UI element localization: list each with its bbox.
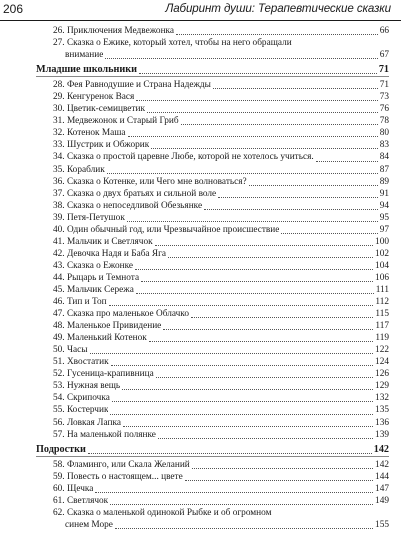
- toc-entry: [36, 356, 389, 368]
- toc-entry: [36, 127, 389, 139]
- toc-entry-page: 73: [379, 92, 389, 103]
- toc-entry-title: 55. Костерчик: [53, 405, 109, 416]
- toc-entry-page: 142: [375, 459, 389, 470]
- toc-entry-title: 40. Один обычный год, или Чрезвычайное происшествие: [53, 224, 280, 235]
- toc-entry-title: 62. Сказка о маленькой одинокой Рыбке и об огромном: [53, 507, 272, 518]
- toc-entry-title-end: синем Море: [65, 519, 113, 530]
- toc-entry-continuation: [53, 519, 389, 531]
- dot-leader: [151, 147, 377, 149]
- dot-leader: [110, 503, 373, 505]
- toc-entry-title: 49. Маленький Котенок: [53, 333, 147, 344]
- toc-entry: [36, 507, 389, 531]
- toc-entry-title: 28. Фея Равнодушие и Страна Надежды: [53, 80, 211, 91]
- dot-leader: [163, 328, 373, 330]
- toc-entry-title: 44. Рыцарь и Темнота: [53, 272, 140, 283]
- toc-entry-page: 97: [379, 224, 389, 235]
- toc-entry: [36, 272, 389, 284]
- toc-entry: [36, 260, 389, 272]
- dot-leader: [110, 413, 373, 415]
- toc-entry: [36, 296, 389, 308]
- toc-entry-page: 155: [375, 519, 389, 530]
- section-page: 142: [373, 443, 389, 455]
- toc-entry-page: 83: [379, 140, 389, 151]
- toc-entry: [36, 308, 389, 320]
- dot-leader: [107, 172, 378, 174]
- page-number: 206: [3, 2, 24, 16]
- toc-entry-title: 52. Гусеница-крапивница: [53, 369, 154, 380]
- toc-entry-title: 32. Котенок Маша: [53, 128, 126, 139]
- toc-entry-page: 104: [375, 260, 389, 271]
- toc-entry: [36, 368, 389, 380]
- table-of-contents: [36, 25, 389, 531]
- toc-entry: [36, 200, 389, 212]
- toc-entry-title: 61. Светлячок: [53, 495, 109, 506]
- dot-leader: [156, 376, 373, 378]
- toc-entry-page: 89: [379, 176, 389, 187]
- toc-entry: [36, 224, 389, 236]
- toc-entry-page: 94: [379, 200, 389, 211]
- toc-entry-title: 56. Ловкая Лапка: [53, 417, 121, 428]
- toc-entry-page: 100: [375, 236, 389, 247]
- dot-leader: [147, 111, 378, 113]
- toc-entry: [36, 91, 389, 103]
- dot-leader: [185, 479, 373, 481]
- toc-entry: [36, 164, 389, 176]
- toc-entry-page: 80: [379, 128, 389, 139]
- toc-entry-page: 76: [379, 104, 389, 115]
- toc-entry: [36, 248, 389, 260]
- toc-entry-page: 66: [379, 26, 389, 36]
- dot-leader: [149, 340, 374, 342]
- dot-leader: [88, 452, 372, 454]
- toc-entry-page: 95: [379, 212, 389, 223]
- toc-entry-page: 119: [375, 333, 389, 344]
- toc-entry-title: 47. Сказка про маленькое Облачко: [53, 309, 189, 320]
- toc-entry-title: 45. Мальчик Сережа: [53, 284, 134, 295]
- toc-entry-page: 135: [375, 405, 389, 416]
- toc-entry-title: 57. На маленькой полянке: [53, 429, 156, 440]
- toc-entry-page: 112: [375, 297, 389, 308]
- toc-entry-page: 106: [375, 272, 389, 283]
- dot-leader: [191, 316, 373, 318]
- section-title: Младшие школьники: [36, 64, 137, 76]
- dot-leader: [281, 232, 377, 234]
- dot-leader: [111, 364, 373, 366]
- toc-entry: [36, 320, 389, 332]
- page-header: [0, 0, 401, 21]
- toc-entry-page: 117: [375, 321, 389, 332]
- toc-entry-title: 26. Приключения Медвежонка: [53, 26, 175, 36]
- toc-entry-page: 122: [375, 345, 389, 356]
- toc-entry-title: 38. Сказка о непоседливой Обезьянке: [53, 200, 203, 211]
- toc-entry-title: 59. Повесть о настоящем... цвете: [53, 471, 183, 482]
- toc-entry-title: 48. Маленькое Привидение: [53, 321, 162, 332]
- section-title: Подростки: [36, 443, 86, 455]
- toc-entry-page: 71: [379, 80, 389, 91]
- dot-leader: [204, 208, 378, 210]
- toc-entry-page: 132: [375, 393, 389, 404]
- running-title: Лабиринт души: Терапевтические сказки: [165, 2, 391, 15]
- dot-leader: [218, 196, 378, 198]
- toc-entry-title: 42. Девочка Надя и Баба Яга: [53, 248, 167, 259]
- toc-entry-title: 50. Часы: [53, 345, 88, 356]
- toc-entry: [36, 151, 389, 163]
- toc-entry-continuation: [53, 49, 389, 61]
- toc-entry-page: 102: [375, 248, 389, 259]
- toc-entry: [36, 380, 389, 392]
- dot-leader: [213, 87, 378, 89]
- dot-leader: [181, 123, 378, 125]
- dot-leader: [90, 352, 374, 354]
- toc-entry: [36, 471, 389, 483]
- dot-leader: [141, 280, 373, 282]
- toc-entry-title: 41. Мальчик и Светлячок: [53, 236, 153, 247]
- toc-section-heading: [36, 444, 389, 457]
- toc-entry-page: 136: [375, 417, 389, 428]
- dot-leader: [135, 268, 373, 270]
- toc-entry-title: 34. Сказка о простой царевне Любе, которой не хотелось учиться.: [53, 152, 314, 163]
- toc-entry-page: 129: [375, 381, 389, 392]
- toc-entry-title: 53. Нужная вещь: [53, 381, 121, 392]
- dot-leader: [115, 527, 373, 529]
- toc-entry-page: 115: [375, 309, 389, 320]
- toc-entry: [36, 483, 389, 495]
- toc-entry-title: 29. Кенгуренок Вася: [53, 92, 135, 103]
- toc-entry-page: 144: [375, 471, 389, 482]
- toc-entry: [36, 404, 389, 416]
- toc-entry: [36, 417, 389, 429]
- toc-entry-page: 149: [375, 495, 389, 506]
- toc-entry-title: 46. Тип и Топ: [53, 297, 107, 308]
- toc-entry-page: 78: [379, 116, 389, 127]
- toc-entry-title: 54. Скрипочка: [53, 393, 110, 404]
- toc-entry: [36, 236, 389, 248]
- toc-entry-title: 60. Щечка: [53, 483, 94, 494]
- dot-leader: [127, 220, 378, 222]
- toc-entry-page: 87: [379, 164, 389, 175]
- toc-entry-title: 30. Цветик-семицветик: [53, 104, 145, 115]
- toc-entry-title: 39. Петя-Петушок: [53, 212, 125, 223]
- toc-entry: [36, 392, 389, 404]
- dot-leader: [168, 256, 373, 258]
- dot-leader: [112, 400, 373, 402]
- toc-entry: [36, 459, 389, 471]
- toc-entry: [36, 332, 389, 344]
- toc-entry: [36, 115, 389, 127]
- toc-entry-title: 27. Сказка о Ежике, который хотел, чтобы на него обращали: [53, 38, 292, 49]
- dot-leader: [139, 72, 377, 74]
- toc-entry: [36, 344, 389, 356]
- toc-entry-page: 126: [375, 369, 389, 380]
- toc-section-heading: [36, 64, 389, 77]
- toc-entry: [36, 188, 389, 200]
- dot-leader: [105, 57, 377, 59]
- toc-entry-title: 35. Кораблик: [53, 164, 105, 175]
- toc-entry-title: 58. Фламинго, или Скала Желаний: [53, 459, 190, 470]
- toc-entry-title: 31. Медвежонок и Старый Гриб: [53, 116, 179, 127]
- toc-entry: [36, 429, 389, 441]
- dot-leader: [136, 99, 377, 101]
- dot-leader: [123, 425, 373, 427]
- dot-leader: [128, 135, 378, 137]
- toc-entry: [36, 284, 389, 296]
- dot-leader: [155, 244, 373, 246]
- toc-entry-title: 36. Сказка о Котенке, или Чего мне волноваться?: [53, 176, 247, 187]
- toc-entry: [36, 212, 389, 224]
- toc-entry-title: 37. Сказка о двух братьях и сильной воле: [53, 188, 217, 199]
- toc-entry: [36, 103, 389, 115]
- toc-entry: [36, 25, 389, 37]
- toc-entry-page: 91: [379, 188, 389, 199]
- toc-entry-page: 84: [379, 152, 389, 163]
- toc-entry-page: 139: [375, 429, 389, 440]
- dot-leader: [176, 33, 378, 35]
- toc-entry: [36, 79, 389, 91]
- dot-leader: [122, 388, 373, 390]
- toc-entry-page: 67: [379, 50, 389, 61]
- dot-leader: [158, 437, 373, 439]
- dot-leader: [192, 467, 373, 469]
- toc-entry-page: 111: [375, 284, 389, 295]
- toc-entry: [36, 37, 389, 61]
- dot-leader: [136, 292, 374, 294]
- dot-leader: [316, 160, 378, 162]
- dot-leader: [109, 304, 374, 306]
- toc-entry-page: 124: [375, 357, 389, 368]
- toc-entry: [36, 176, 389, 188]
- toc-entry-title-end: внимание: [65, 50, 104, 61]
- toc-entry-title: 33. Шустрик и Обжорик: [53, 140, 150, 151]
- toc-entry-page: 147: [375, 483, 389, 494]
- toc-entry-title: 51. Хвостатик: [53, 357, 109, 368]
- dot-leader: [249, 184, 378, 186]
- section-page: 71: [378, 64, 389, 76]
- toc-entry-title: 43. Сказка о Ежонке: [53, 260, 134, 271]
- dot-leader: [95, 491, 373, 493]
- toc-entry: [36, 495, 389, 507]
- toc-entry: [36, 139, 389, 151]
